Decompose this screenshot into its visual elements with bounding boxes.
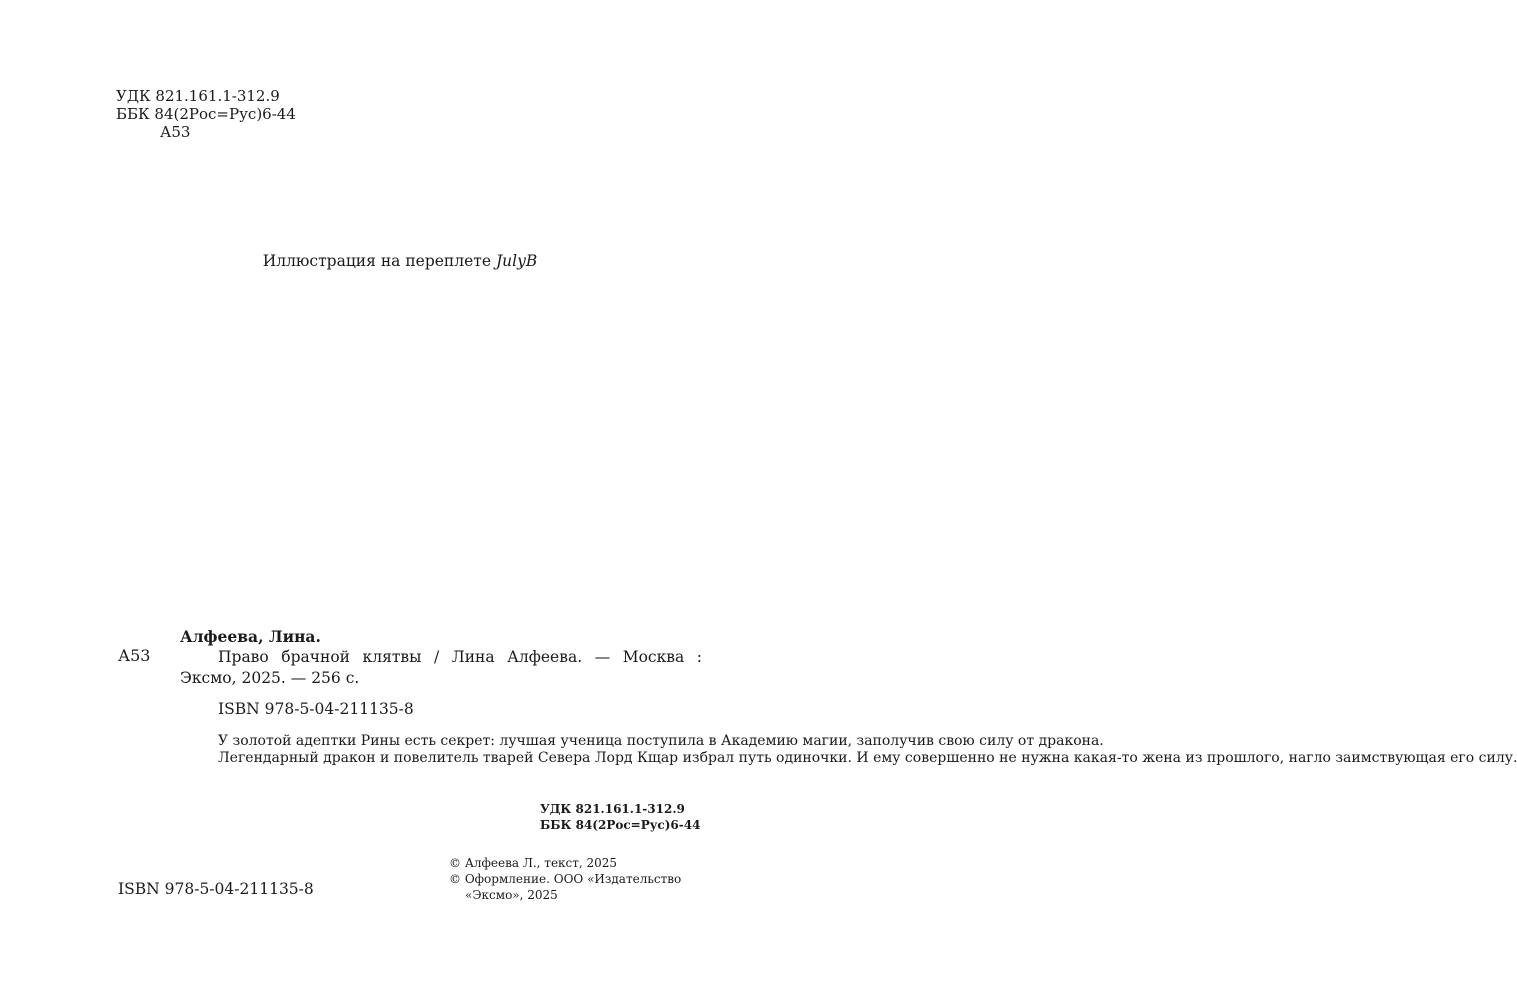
copyright-block (449, 855, 681, 903)
copyright-design: © Оформление. ООО «Издательство (449, 872, 682, 886)
illustration-credit (0, 252, 800, 270)
catalog-author-sign: А53 (118, 646, 151, 665)
author-sign: А53 (160, 123, 191, 141)
catalog-classification (540, 801, 700, 833)
abstract-paragraph-2: Легендарный дракон и повелитель тварей Севера Лорд Кщар избрал путь одиночки. И ему совершенно не нужна какая-то жена из прошлого, нагло заимствующая его силу. (218, 750, 1517, 766)
illustration-artist: JulyB (495, 252, 538, 270)
bbk-code: ББК 84(2Рос=Рус)6-44 (116, 105, 296, 123)
footer-isbn: ISBN 978-5-04-211135-8 (118, 880, 314, 898)
top-classification-block (116, 87, 296, 141)
copyright-text: © Алфеева Л., текст, 2025 (449, 856, 618, 870)
catalog-bbk: ББК 84(2Рос=Рус)6-44 (540, 818, 701, 832)
catalog-isbn: ISBN 978-5-04-211135-8 (218, 700, 414, 718)
copyright-design-continued: «Эксмо», 2025 (465, 888, 558, 902)
catalog-author: Алфеева, Лина. (180, 627, 321, 646)
udk-code: УДК 821.161.1-312.9 (116, 87, 280, 105)
catalog-card (180, 626, 1517, 767)
catalog-title-line: Право брачной клятвы / Лина Алфеева. — Москва : Эксмо, 2025. — 256 с. (180, 648, 702, 687)
catalog-abstract (180, 733, 1517, 767)
catalog-udk: УДК 821.161.1-312.9 (540, 802, 685, 816)
abstract-paragraph-1: У золотой адептки Рины есть секрет: лучшая ученица поступила в Академию магии, заполучив свою силу от дракона. (218, 733, 1104, 749)
illustration-credit-text: Иллюстрация на переплете (262, 252, 492, 270)
